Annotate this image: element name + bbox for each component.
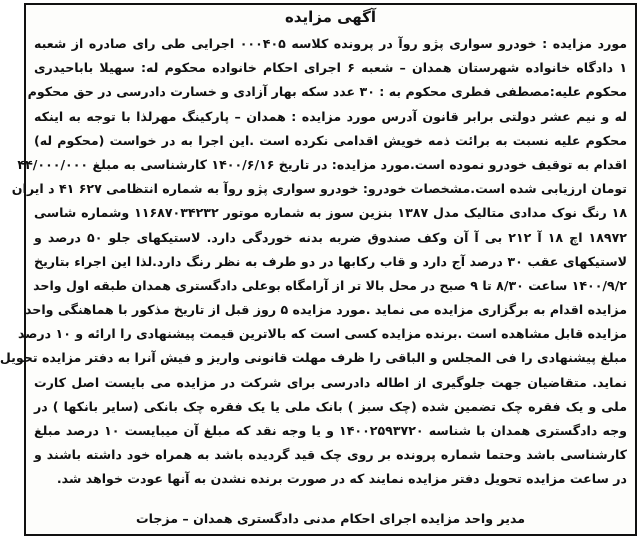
notice-line: محکوم علیه نسبت به برائت ذمه خویش اقدامی نکرده است .این اجرا به در خواست (محکوم له) — [34, 132, 627, 148]
notice-line: کارشناسی باشد وحتما شماره پرونده بر روی چک قید گردیده باشد به همراه خود داشته باشند و — [34, 447, 627, 463]
notice-line: در ساعت مزایده تحویل دفتر مزایده نمایند که در صورت برنده نشدن به آنها عودت خواهد شد. — [56, 471, 627, 487]
notice-line: مزایده قابل مشاهده است .برنده مزایده کسی است که بالاترین قیمت پیشنهادی را ارائه و ۱۰ درصد — [17, 326, 627, 342]
notice-body — [0, 32, 628, 492]
notice-line: مبلغ پیشنهادی را فی المجلس و الباقی را ظرف مهلت قانونی واریز و فیش آنرا به دفتر مزایده تحویل — [0, 350, 627, 366]
notice-line: اقدام به توقیف خودرو نموده است.مورد مزایده: در تاریخ ۱۴۰۰/۶/۱۶ کارشناسی به مبلغ ۴۴/۰۰۰/۰۰۰ — [17, 156, 627, 172]
notice-line: تومان ارزیابی شده است.مشخصات خودرو: خودرو سواری پژو روآ به شماره انتظامی ۶۲۷ ۴۱ د ایران — [11, 181, 627, 197]
notice-title: آگهی مزایده — [284, 8, 377, 26]
notice-line: نماید. متقاضیان جهت جلوگیری از اطاله دادرسی برای شرکت در مزایده می بایست اصل کارت — [34, 374, 627, 390]
notice-line: ۱ دادگاه خانواده شهرستان همدان – شعبه ۶ اجرای احکام خانواده محکوم له: سهیلا باباحیدری — [34, 60, 627, 76]
notice-line: ۱۸ رنگ نوک مدادی متالیک مدل ۱۳۸۷ بنزین سوز به شماره موتور ۱۱۶۸۷۰۳۴۲۳۲ وشماره شاسی — [34, 205, 628, 221]
notice-line: ۱۸۹۷۲ اچ ۱۸ آ ۲۱۲ بی آ آن وکف صندوق ضربه بدنه خوردگی دارد. لاستیکهای جلو ۵۰ درصد و — [34, 229, 627, 245]
notice-line: ملی و یک فقره چک تضمین شده (چک سبز ) بانک ملی یا یک فقره چک بانکی (سایر بانکها ) در — [34, 398, 627, 414]
notice-line: له و نیم عشر دولتی برابر قانون آدرس مورد مزایده : همدان – پارکینگ مهرلذا با توجه به اینکه — [34, 108, 627, 124]
notice-line: لاستیکهای عقب ۳۰ درصد آج دارد و قاب رکابها در دو طرف به نظر رنگ دارد.لذا این اجراء بتاریخ — [34, 253, 627, 269]
notice-line: مزایده اقدام به برگزاری مزایده می نماید .مورد مزایده ۵ روز قبل از تاریخ مذکور با هماهنگی واحد — [25, 302, 627, 318]
notice-line: ۱۴۰۰/۹/۲ ساعت ۸/۳۰ تا ۹ صبح در محل بالا تر از آرامگاه بوعلی دادگستری همدان طبقه اول واحد — [33, 277, 627, 293]
notice-signature: مدیر واحد مزایده اجرای احکام مدنی دادگستری همدان – مزجات — [135, 511, 526, 526]
notice-line: مورد مزایده : خودرو سواری پژو روآ در پرونده کلاسه ۰۰۰۴۰۵ اجرایی طی رای صادره از شعبه — [34, 36, 628, 51]
notice-line: محکوم علیه:مصطفی فطری محکوم به : ۳۰ عدد سکه بهار آزادی و خسارت دادرسی در حق محکوم — [27, 84, 627, 100]
auction-notice — [0, 3, 637, 536]
notice-line: وجه دادگستری همدان با شناسه ۱۴۰۰۲۵۹۳۷۲۰ و یا وجه نقد که مبلغ آن میبایست ۱۰ درصد مبلغ — [34, 423, 627, 438]
